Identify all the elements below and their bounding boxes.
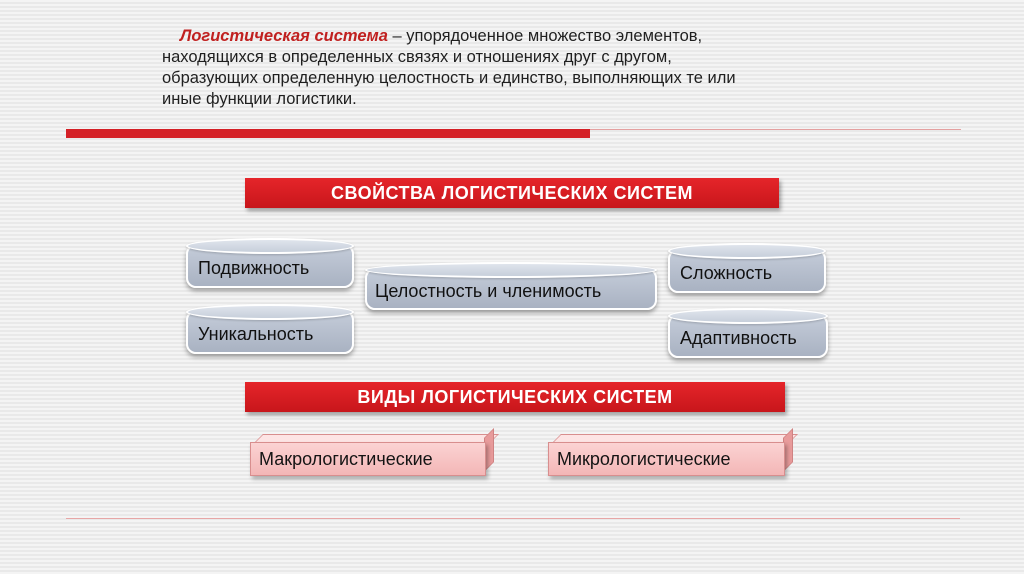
- property-complexity-cylinder: [668, 243, 826, 293]
- property-adaptivity-cylinder: [668, 308, 828, 358]
- definition-line-1: [162, 26, 852, 47]
- red-divider-thick: [66, 129, 590, 138]
- definition-line-3: образующих определенную целостность и единство, выполняющих те или: [162, 69, 736, 87]
- property-mobility-label: Подвижность: [198, 257, 310, 278]
- definition-line-1-rest: – упорядоченное множество элементов,: [387, 27, 703, 45]
- type-micro-label: Микрологистические: [548, 442, 785, 476]
- property-uniqueness-label: Уникальность: [198, 323, 314, 344]
- property-uniqueness-cylinder: [186, 304, 354, 354]
- type-macro-label: Макрологистические: [250, 442, 486, 476]
- definition-line-2: находящихся в определенных связях и отношениях друг с другом,: [162, 48, 672, 66]
- property-adaptivity-label: Адаптивность: [680, 327, 797, 348]
- definition-line-4: иные функции логистики.: [162, 90, 357, 108]
- property-mobility-cylinder: [186, 238, 354, 288]
- type-macro-box: [250, 434, 494, 476]
- properties-title-banner: СВОЙСТВА ЛОГИСТИЧЕСКИХ СИСТЕМ: [245, 178, 779, 208]
- bottom-divider: [66, 518, 960, 519]
- definition-term: Логистическая система: [180, 27, 388, 45]
- property-integrity-label: Целостность и членимость: [375, 280, 602, 301]
- property-complexity-label: Сложность: [680, 262, 773, 283]
- red-divider-thin: [590, 129, 961, 130]
- type-micro-box: [548, 434, 793, 476]
- definition-text: [162, 26, 852, 110]
- types-title-banner: ВИДЫ ЛОГИСТИЧЕСКИХ СИСТЕМ: [245, 382, 785, 412]
- property-integrity-cylinder: [365, 262, 657, 310]
